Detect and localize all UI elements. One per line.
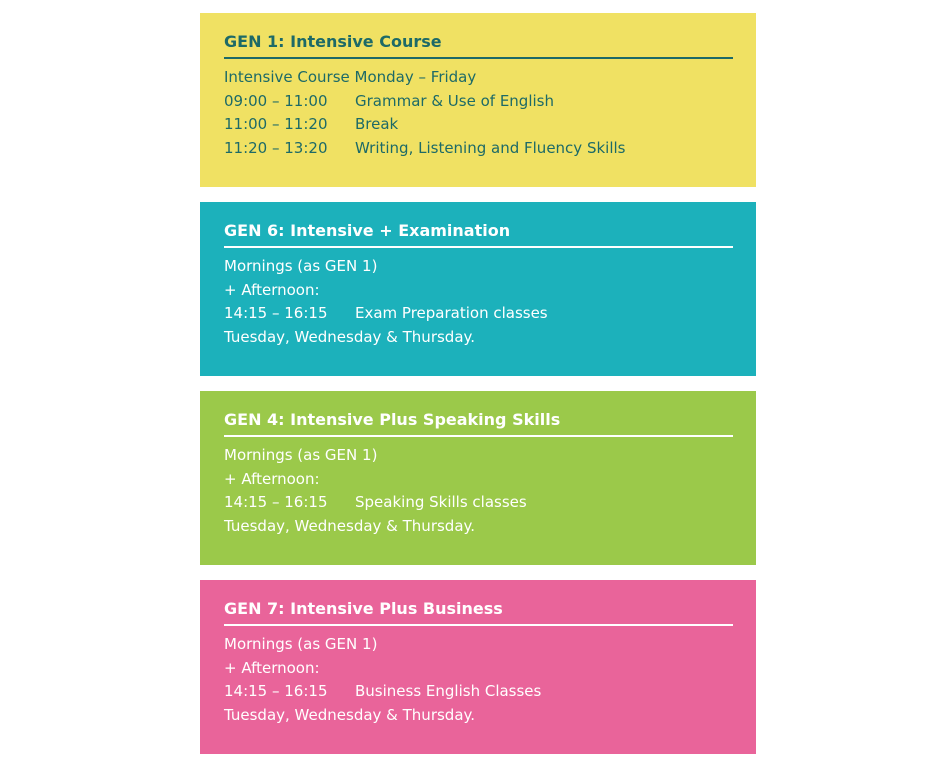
intro-line: Intensive Course Monday – Friday [224,68,477,86]
schedule-activity: Writing, Listening and Fluency Skills [355,138,626,157]
card-title: GEN 4: Intensive Plus Speaking Skills [224,410,561,429]
schedule-time: 09:00 – 11:00 [224,91,328,110]
schedule-activity: Exam Preparation classes [355,304,548,322]
schedule-activity: Speaking Skills classes [355,493,527,511]
days-line: Tuesday, Wednesday & Thursday. [224,516,476,535]
title-divider [224,435,733,437]
course-card-gen4 [200,391,756,565]
card-body [224,66,733,160]
card-title: GEN 6: Intensive + Examination [224,221,511,240]
card-body [224,444,733,538]
days-line: Tuesday, Wednesday & Thursday. [224,705,476,724]
course-card-gen7 [200,580,756,754]
mornings-line: Mornings (as GEN 1) [224,257,378,275]
mornings-line: Mornings (as GEN 1) [224,446,378,464]
schedule-row [224,113,733,137]
schedule-row [224,302,733,326]
card-title: GEN 7: Intensive Plus Business [224,599,503,618]
schedule-time: 14:15 – 16:15 [224,682,328,700]
title-divider [224,57,733,59]
schedule-time: 14:15 – 16:15 [224,493,328,511]
afternoon-line: + Afternoon: [224,658,320,677]
course-card-gen1 [200,13,756,187]
schedule-time: 11:00 – 11:20 [224,115,328,133]
schedule-row [224,680,733,704]
schedule-activity: Break [355,115,399,133]
schedule-activity: Grammar & Use of English [355,91,554,110]
card-body [224,633,733,727]
title-divider [224,246,733,248]
schedule-activity: Business English Classes [355,682,542,700]
schedule-time: 11:20 – 13:20 [224,138,328,157]
schedule-row [224,90,733,114]
afternoon-line: + Afternoon: [224,469,320,488]
title-divider [224,624,733,626]
course-card-gen6 [200,202,756,376]
mornings-line: Mornings (as GEN 1) [224,635,378,653]
schedule-time: 14:15 – 16:15 [224,304,328,322]
card-body [224,255,733,349]
card-title: GEN 1: Intensive Course [224,32,442,51]
schedule-row [224,491,733,515]
days-line: Tuesday, Wednesday & Thursday. [224,327,476,346]
schedule-row [224,137,733,161]
afternoon-line: + Afternoon: [224,280,320,299]
